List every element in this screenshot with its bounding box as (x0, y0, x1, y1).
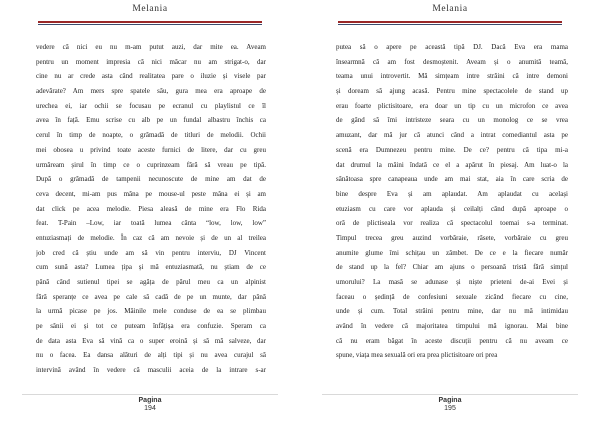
text-line: vedere că nici eu nu m-am putut auzi, dar mite ea. Aveam (36, 43, 266, 51)
text-line: etuziasm cu care vor aplauda și ceilalți când după aproape o (336, 204, 568, 213)
text-line: putea să o apere pe această tipă DJ. Dacă Eva era mama (336, 43, 568, 51)
text-line: Timpul trecea greu auzind vorbăraie, râsete, vorbăraie cu greu (336, 233, 568, 242)
text-line: unde și cum. Total străini pentru mine, dar nu mă intimidau (336, 307, 568, 316)
header-rule-red (338, 21, 562, 23)
text-line: entuziasmați de melodie. În caz că am nevoie și de un al treilea (36, 233, 266, 242)
text-line: amuzant, dar mă jur că atunci când a intrat comediantul asta pe (336, 131, 568, 140)
footer-label: Pagina (438, 397, 462, 404)
body-text (336, 40, 568, 363)
right-page (300, 0, 600, 425)
footer-label: Pagina (138, 397, 162, 404)
text-line: intervină având în vedere că masculii aceia de la intrare s-ar (36, 366, 266, 375)
text-line: spune, viața mea sexuală ori era prea plictisitoare ori prea (336, 351, 498, 360)
text-line: urmăream șirul în timp ce o cuprinzeam fără să vreau pe tipă. (36, 160, 266, 169)
text-line: faceau o ședință de confesiuni sexuale zicând fiecare cu cine, (336, 292, 568, 301)
text-line: urechea ei, iar ochii se focusau pe ecranul cu playlistul ce îl (36, 101, 266, 110)
text-line: cum sună asta? Lumea țipa și mă entuziasmată, nu știam de ce (36, 263, 266, 272)
page-number: 195 (444, 405, 456, 412)
text-line: sănătoasa spre canapeaua unde am mai stat, aia în care scria de (336, 175, 568, 184)
text-line: însearmnă că am fost desmoștenit. Aveam și o anumită teamă, (336, 57, 568, 66)
text-line: fără speranțe ce avea pe cale să cadă de pe un munte, dar până (36, 292, 266, 301)
text-line: adevărate? Am mers spre spatele său, gura mea era aproape de (36, 87, 266, 96)
text-line: bine despre Eva și am aplaudat. Am aplaudat cu același (336, 189, 568, 198)
text-line: de stand up la fel? Chiar am ajuns o persoană tristă fără simțul (336, 263, 568, 272)
text-line: După o grămadă de tampenii necunoscute de mine am dat de (36, 175, 266, 184)
text-line: avea în față. Emu scrise cu alb pe un fundal albastru închis ca (36, 116, 266, 125)
page-number: 194 (144, 405, 156, 412)
text-line: cerul în timp de noapte, o grămadă de titluri de melodii. Ochii (36, 131, 266, 140)
header-rule-red (38, 21, 262, 23)
text-line: pentru un moment impresia că nici măcar nu am strigat-o, dar (36, 57, 266, 66)
text-line: job cred că știu unde am să vin pentru interviu, DJ Vincent (36, 248, 266, 257)
text-line: scenă era Dumnezeu pentru mine. De ce? pentru că tipa mi-a (336, 145, 568, 154)
text-line: având în vedere că majoritatea timpului mă ignorau. Mai bine (336, 322, 568, 331)
text-line: anumite glume îmi schițau un zâmbet. De ce e la fiecare număr (336, 248, 568, 257)
text-line: ceva decent, mi-am pus mâna pe mouse-ul peste mâna ei și am (36, 189, 266, 198)
text-line: și doream să ajung acasă. Pentru mine spectacolele de stand up (336, 87, 568, 96)
text-line: cine nu ar crede asta când realitatea pare o iluzie și visele par (36, 72, 266, 81)
footer-rule (322, 394, 578, 395)
text-line: dat click pe acea melodie. Piesa aleasă de mine era Flo Rida (36, 204, 266, 213)
text-line: de data asta Eva să vină ca o super eroină și să mă salveze, dar (36, 336, 266, 345)
text-line: pe sânii ei și tot ce puteam înfățișa era confuzie. Speram ca (36, 322, 266, 331)
text-line: oră de plictiseala vor realiza că spectacolul toemai s-a terminat. (336, 219, 568, 228)
text-line: umorului? La masă se adunase și niște prieteni de-ai Evei și (336, 278, 568, 286)
text-line: că nu eram băgat în aceste discuții pentru că nu aveam ce (336, 336, 568, 345)
running-title: Melania (132, 4, 168, 14)
text-line: până când sutienul tipei se agăța de părul meu ca un alpinist (36, 278, 266, 286)
text-line: nu o facea. Ea dansa alături de alți tipi și nu avea curajul să (36, 351, 266, 360)
text-line: feat. T-Pain –Low, iar toată lumea cânta “low, low, low” (36, 219, 266, 228)
text-line: mei obosea u privind toate aceste furnici de litere, dar cu greu (36, 145, 266, 154)
text-line: dat drumul la mâini îndată ce el a apărut în piesaj. Am luat-o la (336, 160, 568, 169)
text-line: la urmă picase pe jos. Mâinile mele conduse de ea se plimbau (36, 307, 266, 316)
text-line: teama unui introvertit. Mă simțeam intre străini că intre demoni (336, 72, 568, 81)
text-line: de gând să îmi intristeze seara cu un monolog ce se vrea (336, 116, 568, 125)
footer-rule (22, 394, 278, 395)
body-text (36, 40, 266, 378)
text-line: erau foarte plictisitoare, era doar un tip cu un microfon ce avea (336, 101, 568, 110)
header-rule-dark (338, 24, 562, 25)
running-title: Melania (432, 4, 468, 14)
header-rule-dark (38, 24, 262, 25)
